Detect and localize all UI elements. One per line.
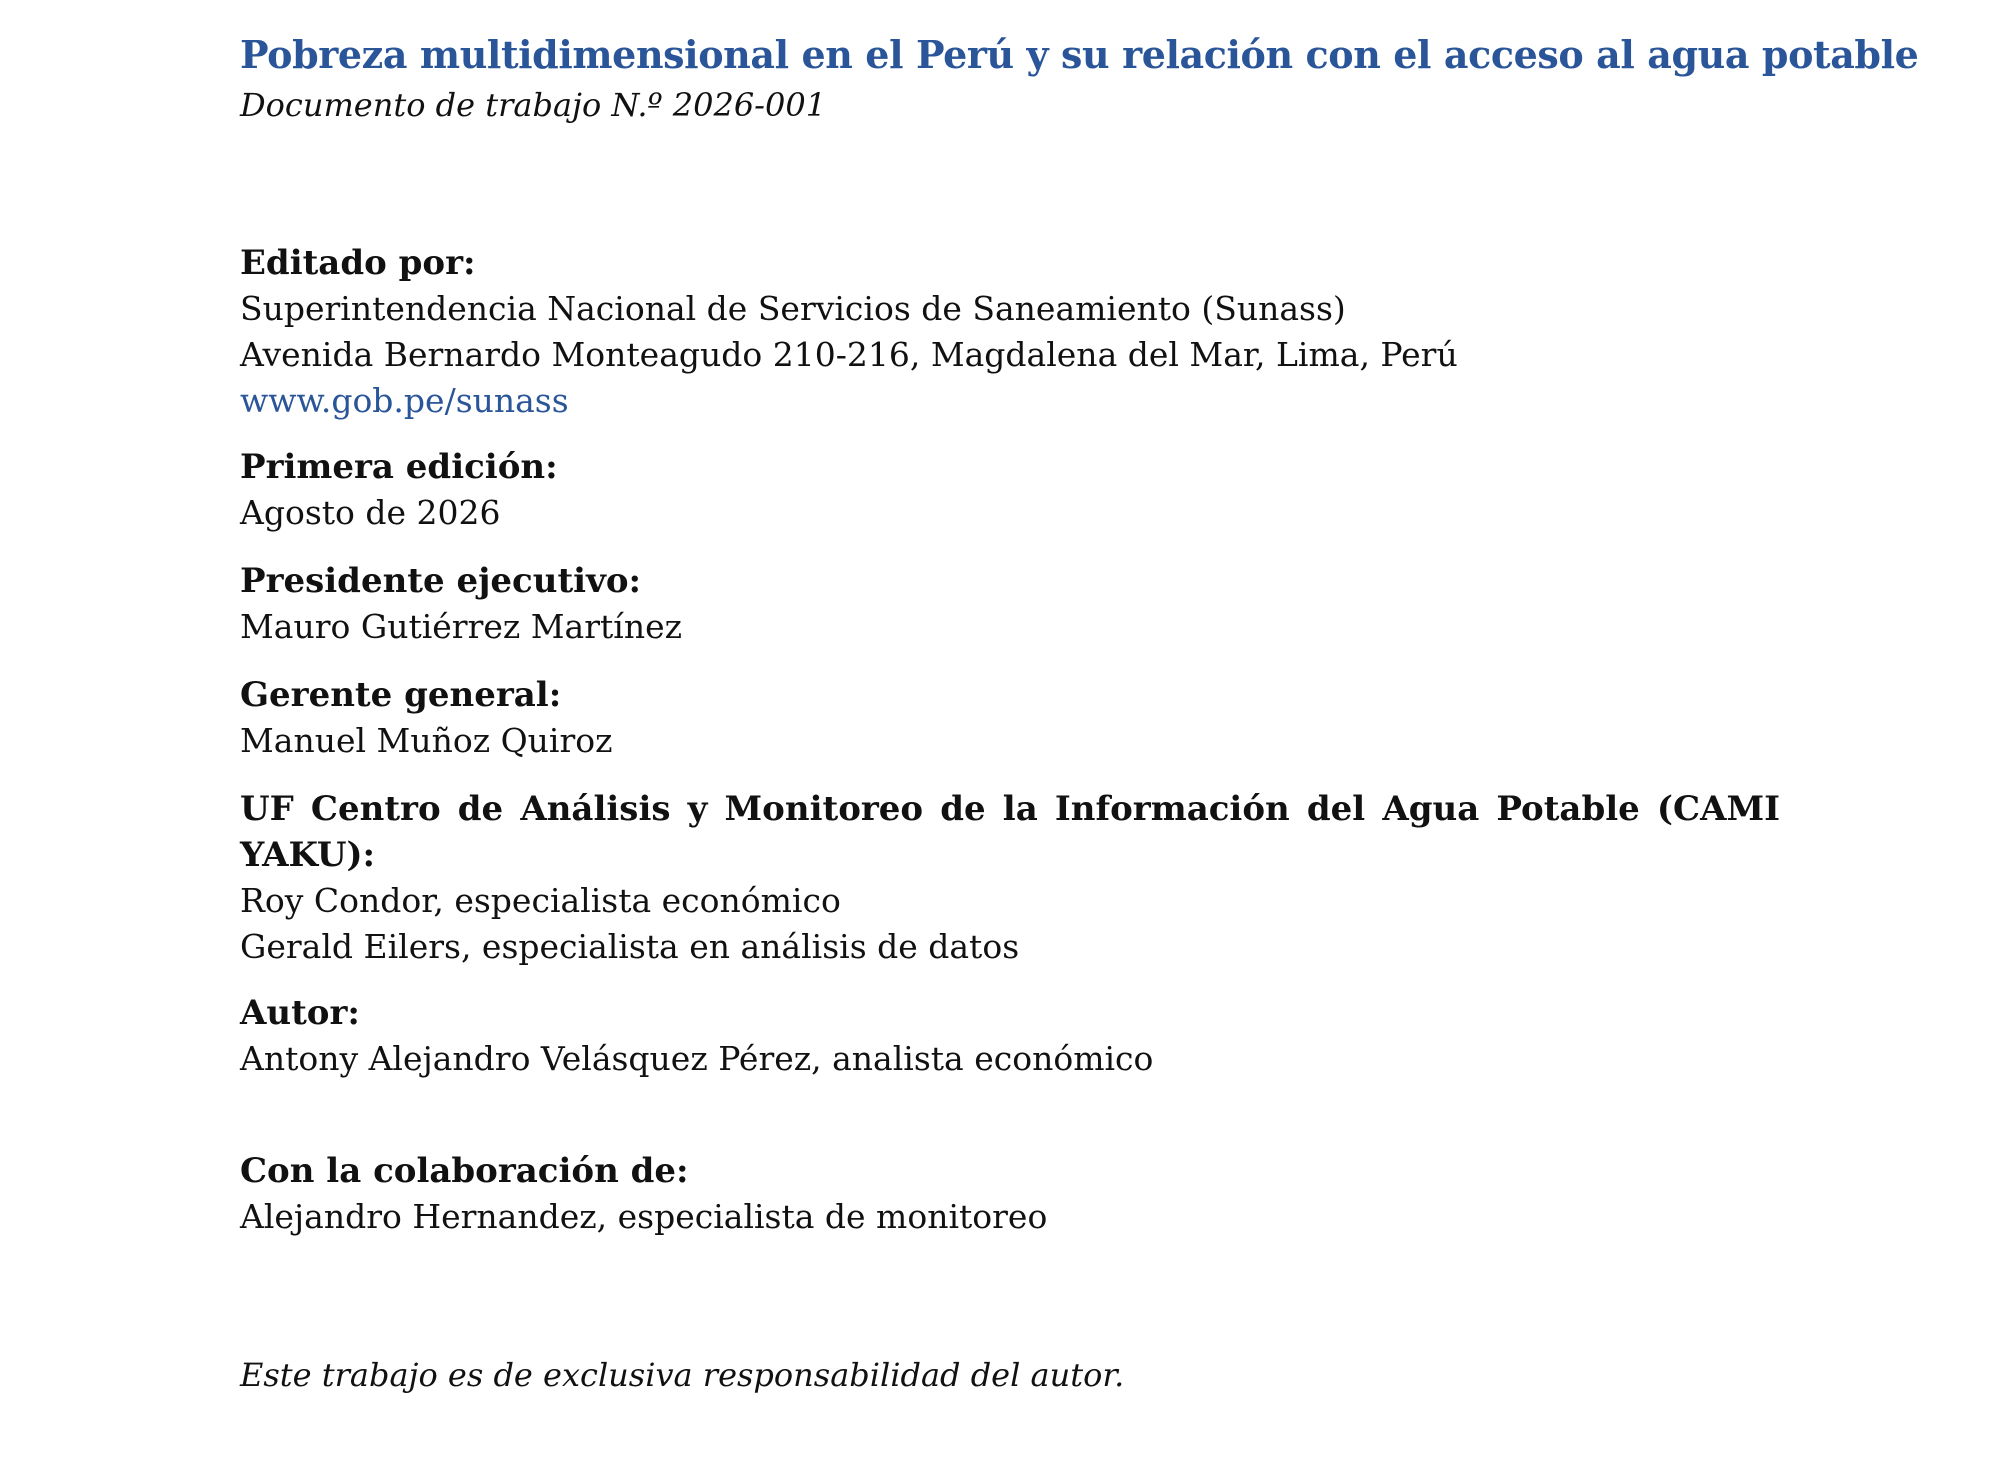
collaboration-label: Con la colaboración de: xyxy=(240,1151,689,1191)
first-edition-value: Agosto de 2026 xyxy=(240,493,501,532)
executive-president-value: Mauro Gutiérrez Martínez xyxy=(240,607,682,646)
document-subtitle: Documento de trabajo N.º 2026-001 xyxy=(240,86,827,124)
unit-section xyxy=(240,786,1780,970)
author-label: Autor: xyxy=(240,993,360,1033)
collaboration-section xyxy=(240,1148,1780,1240)
first-edition-label: Primera edición: xyxy=(240,447,558,487)
document-title: Pobreza multidimensional en el Perú y su relación con el acceso al agua potable xyxy=(240,32,1919,77)
edited-by-label: Editado por: xyxy=(240,243,476,283)
website-link[interactable]: www.gob.pe/sunass xyxy=(240,381,569,420)
executive-president-label: Presidente ejecutivo: xyxy=(240,561,642,601)
unit-member: Roy Condor, especialista económico xyxy=(240,881,841,920)
organization-name: Superintendencia Nacional de Servicios de Saneamiento (Sunass) xyxy=(240,289,1346,328)
document-page xyxy=(240,30,1919,1398)
disclaimer-note: Este trabajo es de exclusiva responsabilidad del autor. xyxy=(240,1356,1125,1394)
unit-member: Gerald Eilers, especialista en análisis de datos xyxy=(240,927,1020,966)
organization-address: Avenida Bernardo Monteagudo 210-216, Magdalena del Mar, Lima, Perú xyxy=(240,335,1458,374)
author-value: Antony Alejandro Velásquez Pérez, analista económico xyxy=(240,1039,1154,1078)
collaboration-value: Alejandro Hernandez, especialista de monitoreo xyxy=(240,1197,1048,1236)
unit-label: UF Centro de Análisis y Monitoreo de la Información del Agua Potable (CAMI YAKU): xyxy=(240,789,1780,875)
executive-president-section xyxy=(240,558,1780,650)
general-manager-section xyxy=(240,672,1780,764)
general-manager-value: Manuel Muñoz Quiroz xyxy=(240,721,613,760)
general-manager-label: Gerente general: xyxy=(240,675,562,715)
edited-by-section xyxy=(240,240,1780,424)
author-section xyxy=(240,990,1780,1082)
first-edition-section xyxy=(240,444,1780,536)
